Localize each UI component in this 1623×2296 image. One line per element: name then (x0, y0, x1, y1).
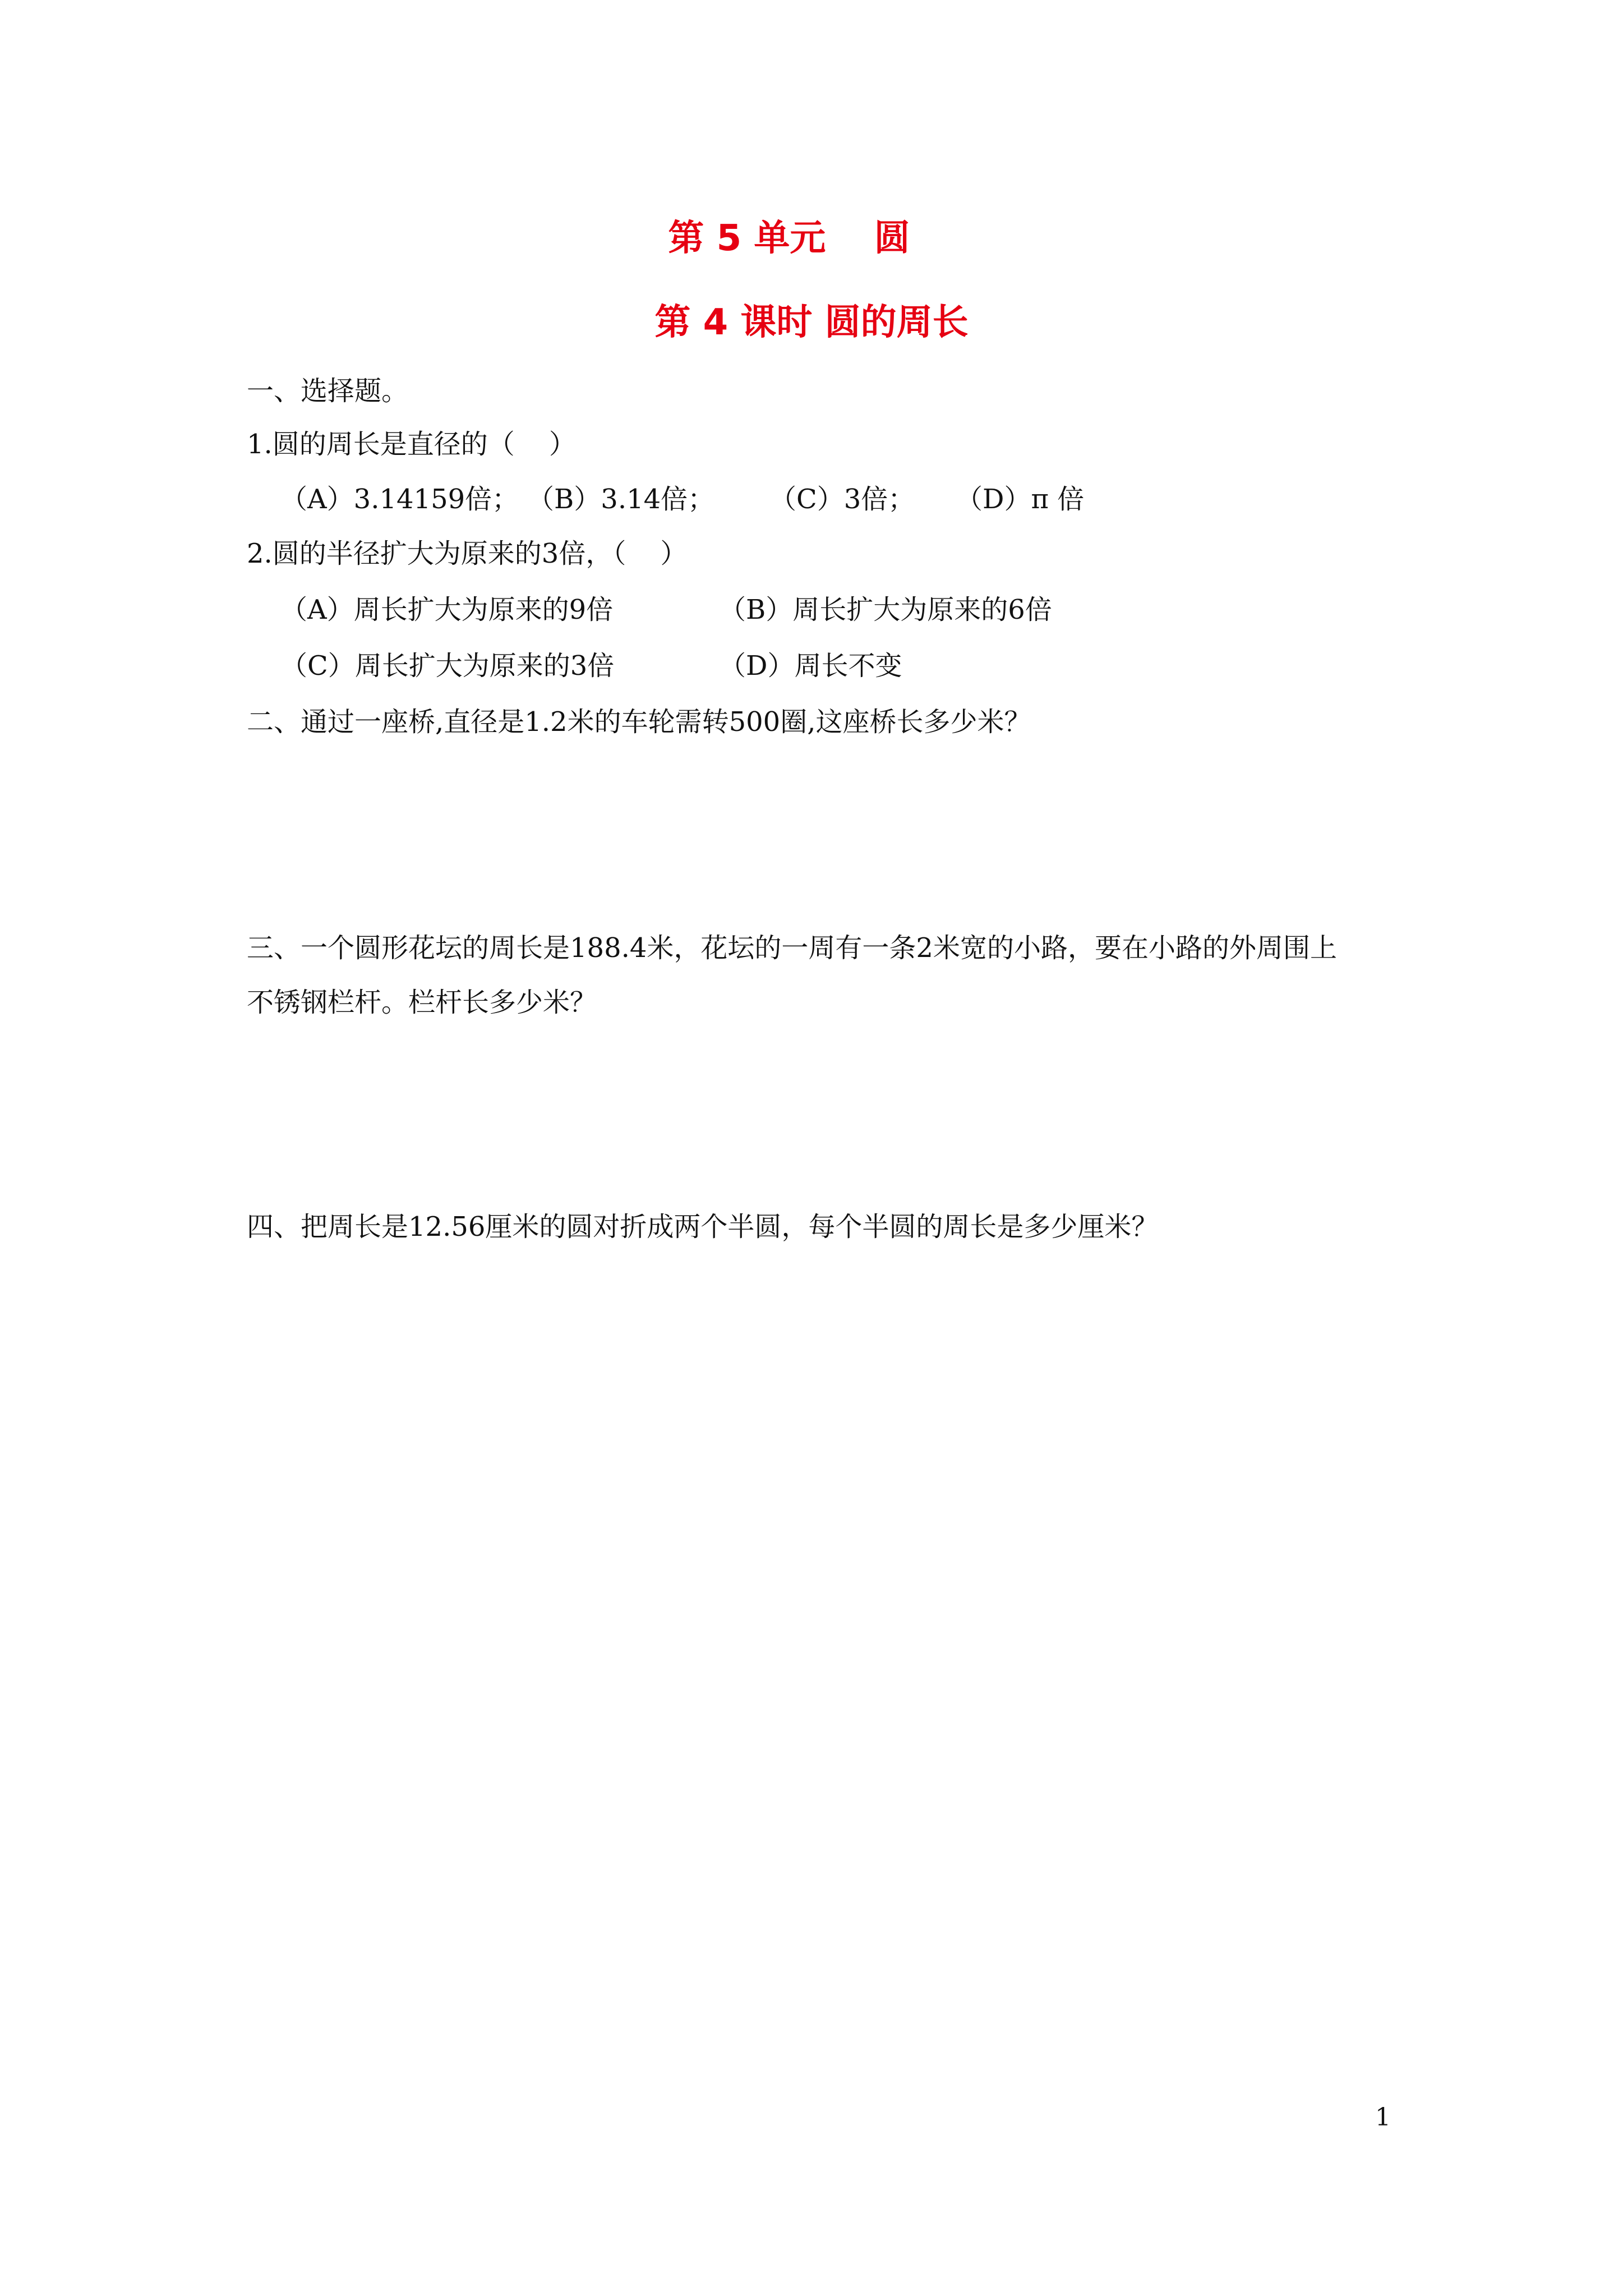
q2-option-d: （D）周长不变 (719, 650, 902, 682)
q2-option-b: （B）周长扩大为原来的6倍 (719, 594, 1052, 625)
lesson-title: 第 4 课时 圆的周长 (654, 302, 969, 343)
q1-option-c: （C）3倍； (769, 484, 915, 515)
q1-option-d: （D）π 倍 (956, 484, 1085, 515)
q1-option-a: （A）3.14159倍； (280, 484, 519, 515)
page-number: 1 (1375, 2103, 1391, 2132)
question-2-stem: 2.圆的半径扩大为原来的3倍，（ ） (247, 538, 688, 569)
q2-option-c: （C）周长扩大为原来的3倍 (280, 650, 615, 682)
question-semicircle: 四、把周长是12.56厘米的圆对折成两个半圆，每个半圆的周长是多少厘米？ (247, 1211, 1159, 1243)
question-1-stem: 1.圆的周长是直径的（ ） (247, 429, 576, 460)
question-flowerbed-line1: 三、一个圆形花坛的周长是188.4米，花坛的一周有一条2米宽的小路，要在小路的外周围上 (247, 932, 1337, 964)
q1-option-b: （B）3.14倍； (527, 484, 715, 515)
section-choice-heading: 一、选择题。 (247, 375, 409, 407)
q2-option-a: （A）周长扩大为原来的9倍 (280, 594, 614, 625)
question-flowerbed-line2: 不锈钢栏杆。栏杆长多少米？ (247, 987, 597, 1018)
unit-title: 第 5 单元 圆 (668, 218, 910, 259)
question-bridge: 二、通过一座桥,直径是1.2米的车轮需转500圈,这座桥长多少米？ (247, 706, 1031, 738)
